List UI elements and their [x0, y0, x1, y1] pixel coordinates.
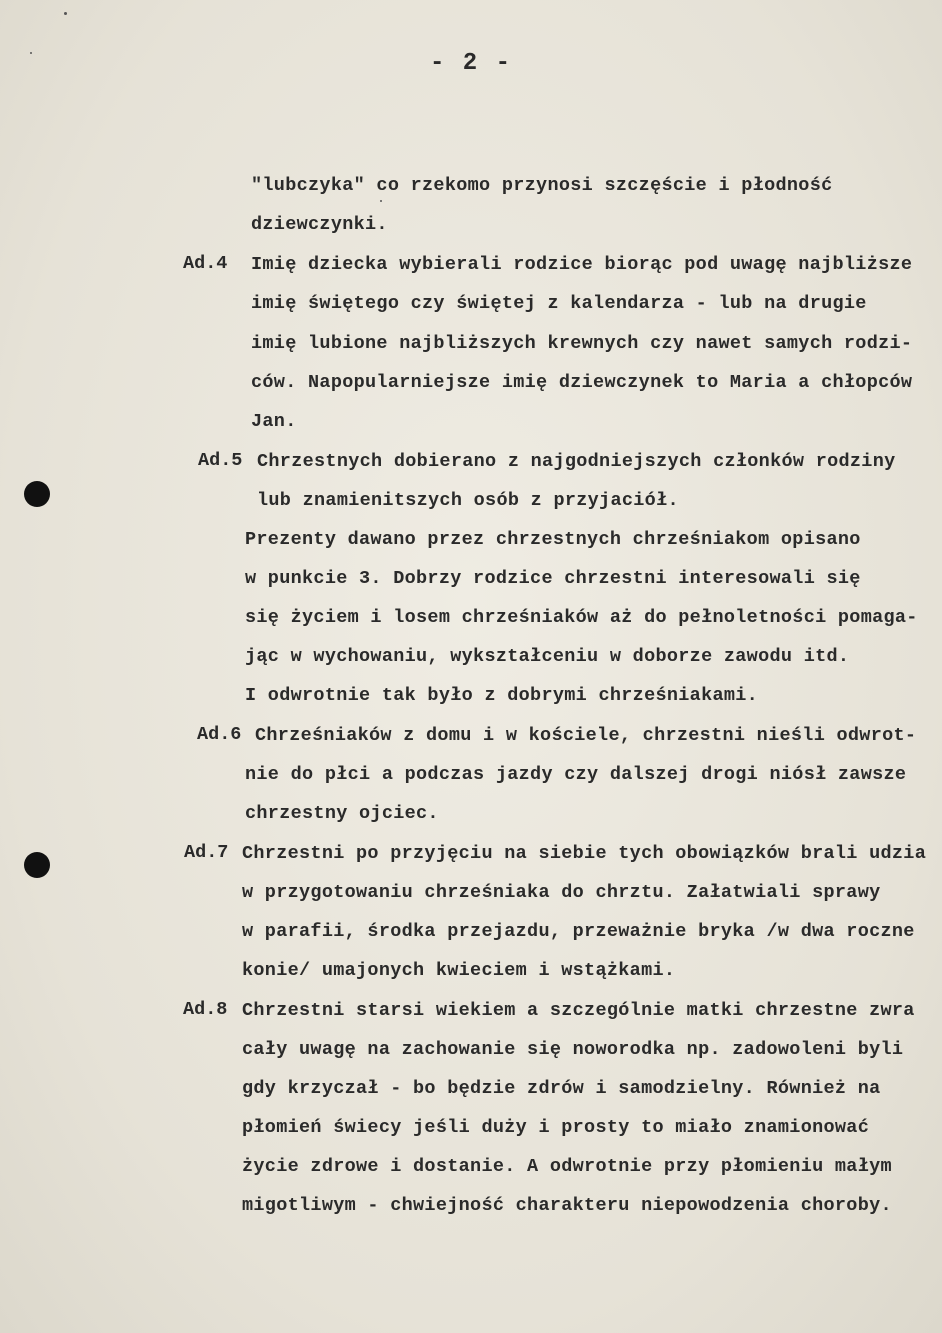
section-label: Ad.5	[198, 450, 243, 471]
section-label: Ad.4	[183, 253, 228, 274]
text-line: życie zdrowe i dostanie. A odwrotnie przy płomieniu małym	[242, 1156, 892, 1177]
section-label: Ad.7	[184, 842, 229, 863]
text-line: imię świętego czy świętej z kalendarza - lub na drugie	[251, 293, 867, 314]
text-line: ców. Napopularniejsze imię dziewczynek to Maria a chłopców	[251, 372, 913, 393]
text-line: dziewczynki.	[251, 214, 388, 235]
text-line: chrzestny ojciec.	[245, 803, 439, 824]
text-line: w przygotowaniu chrześniaka do chrztu. Załatwiali sprawy	[242, 882, 881, 903]
text-line: I odwrotnie tak było z dobrymi chrześniakami.	[245, 685, 759, 706]
text-line: płomień świecy jeśli duży i prosty to miało znamionować	[242, 1117, 870, 1138]
ink-speck	[380, 200, 382, 202]
section-label: Ad.8	[183, 999, 228, 1020]
text-line: Imię dziecka wybierali rodzice biorąc pod uwagę najbliższe	[251, 254, 913, 275]
text-line: konie/ umajonych kwieciem i wstążkami.	[242, 960, 676, 981]
text-line: w parafii, środka przejazdu, przeważnie bryka /w dwa roczne	[242, 921, 915, 942]
ink-speck	[30, 52, 32, 54]
text-line: się życiem i losem chrześniaków aż do pełnoletności pomaga-	[245, 607, 918, 628]
punch-hole	[24, 481, 50, 507]
text-line: Chrzestni po przyjęciu na siebie tych obowiązków brali udzia	[242, 843, 927, 864]
text-line: Prezenty dawano przez chrzestnych chrześniakom opisano	[245, 529, 861, 550]
text-line: nie do płci a podczas jazdy czy dalszej drogi niósł zawsze	[245, 764, 907, 785]
text-line: Jan.	[251, 411, 297, 432]
text-line: gdy krzyczał - bo będzie zdrów i samodzielny. Również na	[242, 1078, 881, 1099]
punch-hole	[24, 852, 50, 878]
text-line: Chrzestnych dobierano z najgodniejszych członków rodziny	[257, 451, 896, 472]
text-line: migotliwym - chwiejność charakteru niepowodzenia choroby.	[242, 1195, 892, 1216]
text-line: w punkcie 3. Dobrzy rodzice chrzestni interesowali się	[245, 568, 861, 589]
text-line: Chrzestni starsi wiekiem a szczególnie matki chrzestne zwra	[242, 1000, 915, 1021]
text-line: imię lubione najbliższych krewnych czy nawet samych rodzi-	[251, 333, 913, 354]
text-line: jąc w wychowaniu, wykształceniu w doborze zawodu itd.	[245, 646, 850, 667]
text-line: "lubczyka" co rzekomo przynosi szczęście i płodność	[251, 175, 833, 196]
page-number: - 2 -	[429, 50, 512, 77]
section-label: Ad.6	[197, 724, 242, 745]
text-line: cały uwagę na zachowanie się noworodka np. zadowoleni byli	[242, 1039, 904, 1060]
text-line: lub znamienitszych osób z przyjaciół.	[257, 490, 679, 511]
text-line: Chrześniaków z domu i w kościele, chrzestni nieśli odwrot-	[255, 725, 917, 746]
ink-speck	[64, 12, 67, 15]
